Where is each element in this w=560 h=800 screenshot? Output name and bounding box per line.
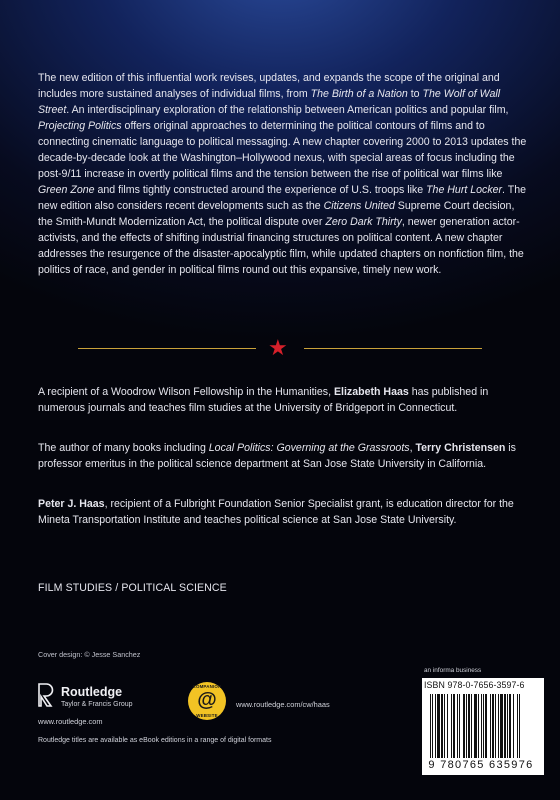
divider-line-right: [304, 348, 482, 349]
author-bio-peter-haas: Peter J. Haas, recipient of a Fulbright Foundation Senior Specialist grant, is education director for the Mineta Transportation Institute and teaches political science at San Jose State University.: [38, 498, 514, 526]
divider-line-left: [78, 348, 256, 349]
isbn-number: ISBN 978-0-7656-3597-6: [424, 680, 525, 690]
barcode-label: [422, 678, 544, 775]
publisher-url[interactable]: www.routledge.com: [38, 717, 103, 726]
at-symbol: @: [197, 689, 217, 711]
informa-business-note: an informa business: [424, 667, 482, 674]
ornament-divider: [78, 335, 482, 360]
companion-website-url[interactable]: www.routledge.com/cw/haas: [236, 700, 330, 709]
author-bio-terry-christensen: The author of many books including Local Politics: Governing at the Grassroots, Terry Christensen is professor emeritus in the political science department at San Jose State University in California.: [38, 442, 516, 470]
routledge-logo-icon: [38, 683, 54, 707]
badge-text-top: COMPANION: [192, 684, 222, 689]
publisher-name: Routledge: [61, 685, 123, 699]
ebook-availability-note: Routledge titles are available as eBook editions in a range of digital formats: [38, 737, 272, 744]
barcode-digits: 9 780765 635976: [428, 759, 534, 771]
cover-design-credit: Cover design: © Jesse Sanchez: [38, 650, 141, 659]
book-description: The new edition of this influential work revises, updates, and expands the scope of the original and includes more sustained analyses of individual films, from The Birth of a Nation to The Wolf of Wall Street. An interdisciplinary exploration of the relationship between American politics and popular film, Projecting Politics offers original approaches to determining the political contours of films and to connecting cinematic language to political messaging. A new chapter covering 2000 to 2013 updates the decade-by-decade look at the Washington–Hollywood nexus, with special areas of focus including the post-9/11 increase in overtly political films and the tension between the rise of political war films like Green Zone and films tightly constructed around the experience of U.S. troops like The Hurt Locker. The new edition also considers recent developments such as the Citizens United Supreme Court decision, the Smith-Mundt Modernization Act, the political dispute over Zero Dark Thirty, newer generation actor-activists, and the effects of shifting industrial financing structures on political content. A new chapter addresses the resurgence of the disaster-apocalyptic film, while updated chapters on nonfiction film, the politics of race, and gender in political films round out this expansive, timely new work.: [38, 72, 527, 276]
author-bio-elizabeth-haas: A recipient of a Woodrow Wilson Fellowship in the Humanities, Elizabeth Haas has published in numerous journals and teaches film studies at the University of Bridgeport in Connecticut.: [38, 386, 489, 414]
subject-category: FILM STUDIES / POLITICAL SCIENCE: [38, 582, 227, 594]
companion-website-badge-icon: [188, 682, 226, 720]
red-star-icon: ★: [268, 335, 288, 360]
publisher-group: Taylor & Francis Group: [61, 701, 133, 708]
barcode-icon: [424, 694, 542, 758]
badge-text-bottom: WEBSITE: [196, 713, 218, 718]
